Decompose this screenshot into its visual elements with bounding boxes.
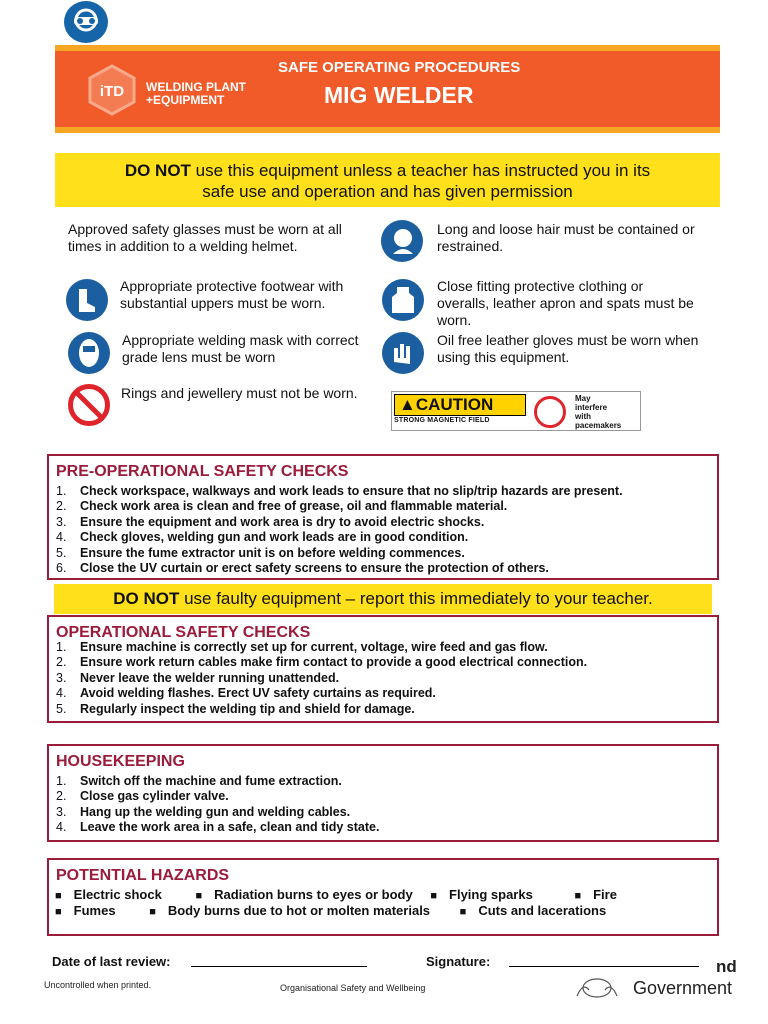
section-title: HOUSEKEEPING — [56, 753, 185, 770]
list-item: 5. Regularly inspect the welding tip and shield for damage. — [56, 701, 415, 716]
list-item: 4. Leave the work area in a safe, clean and tidy state. — [56, 820, 380, 835]
list-item: 3. Ensure the equipment and work area is dry to avoid electric shocks. — [56, 514, 485, 529]
list-item: 2. Close gas cylinder valve. — [56, 789, 229, 804]
no-jewellery-icon — [68, 384, 110, 426]
org-name: Organisational Safety and Wellbeing — [280, 983, 426, 993]
hazards-row-2: ■ Fumes ■ Body burns due to hot or molten materials ■ Cuts and lacerations — [55, 903, 607, 918]
no-pacemaker-icon — [534, 396, 566, 428]
list-item: 1. Check workspace, walkways and work leads to ensure that no slip/trip hazards are present. — [56, 484, 623, 498]
government-crest-icon — [573, 976, 621, 1000]
list-item: 1. Switch off the machine and fume extraction. — [56, 774, 342, 788]
apron-icon — [382, 279, 424, 321]
housekeeping-section — [47, 744, 719, 842]
ppe-rings-text: Rings and jewellery must not be worn. — [121, 385, 358, 401]
page-title: MIG WELDER — [324, 82, 474, 108]
section-title: PRE-OPERATIONAL SAFETY CHECKS — [56, 463, 349, 480]
list-item: 3. Never leave the welder running unattended. — [56, 670, 340, 685]
warning-triangle-icon: ▲ — [399, 395, 416, 414]
gloves-icon — [382, 332, 424, 374]
pre-operational-section — [47, 454, 719, 580]
warning-banner-top: DO NOT use this equipment unless a teacher has instructed you in its safe use and operation and has given permission — [55, 153, 720, 207]
list-item: 2. Check work area is clean and free of grease, oil and flammable material. — [56, 499, 508, 514]
svg-text:iTD: iTD — [99, 83, 125, 100]
itd-logo-icon — [88, 64, 136, 116]
pre-operational-list — [56, 484, 623, 576]
page-subtitle: SAFE OPERATING PROCEDURES — [278, 59, 521, 76]
signature-line[interactable] — [509, 966, 699, 967]
list-item: 5. Ensure the fume extractor unit is on before welding commences. — [56, 545, 465, 560]
signature-label: Signature: — [426, 954, 491, 969]
logo-text: WELDING PLANT +EQUIPMENT — [146, 80, 246, 107]
safety-glasses-icon — [64, 1, 108, 43]
boots-icon — [66, 279, 108, 321]
caution-label: ▲CAUTION — [394, 394, 526, 416]
warning-banner-mid: DO NOT use faulty equipment – report this immediately to your teacher. — [54, 584, 712, 614]
ppe-footwear-text: Appropriate protective footwear with substantial uppers must be worn. — [120, 278, 344, 311]
operational-section — [47, 615, 719, 723]
welding-mask-icon — [68, 332, 110, 374]
ppe-clothing-text: Close fitting protective clothing or overalls, leather apron and spats must be worn. — [437, 278, 694, 328]
review-date-label: Date of last review: — [52, 954, 171, 969]
banner-stripe-bottom — [55, 127, 720, 133]
ppe-mask-text: Appropriate welding mask with correct grade lens must be worn — [122, 332, 359, 365]
list-item: 3. Hang up the welding gun and welding cables. — [56, 804, 351, 819]
list-item: 6. Close the UV curtain or erect safety screens to ensure the protection of others. — [56, 561, 549, 576]
review-date-line[interactable] — [191, 966, 367, 967]
ppe-hair-text: Long and loose hair must be contained or restrained. — [437, 221, 695, 254]
section-title: POTENTIAL HAZARDS — [56, 867, 230, 884]
section-title: OPERATIONAL SAFETY CHECKS — [56, 624, 311, 641]
government-wordmark: Government — [633, 978, 733, 998]
hair-net-icon — [381, 220, 423, 262]
list-item: 4. Avoid welding flashes. Erect UV safety curtains as required. — [56, 686, 436, 701]
ppe-gloves-text: Oil free leather gloves must be worn when using this equipment. — [437, 332, 699, 365]
caution-subtext: STRONG MAGNETIC FIELD — [394, 417, 490, 424]
caution-sign — [391, 391, 641, 431]
list-item: 4. Check gloves, welding gun and work leads are in good condition. — [56, 530, 469, 545]
uncontrolled-note: Uncontrolled when printed. — [44, 980, 152, 990]
housekeeping-list — [56, 774, 379, 836]
list-item: 1. Ensure machine is correctly set up for current, voltage, wire feed and gas flow. — [56, 640, 548, 654]
caution-side-text: May interfere with pacemakers — [575, 394, 622, 430]
operational-list — [56, 640, 587, 717]
nd-fragment: nd — [716, 957, 737, 976]
hazards-section — [47, 858, 719, 936]
hazards-row-1: ■ Electric shock ■ Radiation burns to eyes or body ■ Flying sparks ■ Fire — [55, 887, 617, 902]
list-item: 2. Ensure work return cables make firm contact to provide a good electrical connection. — [56, 655, 588, 670]
ppe-glasses-text: Approved safety glasses must be worn at all times in addition to a welding helmet. — [68, 221, 342, 254]
